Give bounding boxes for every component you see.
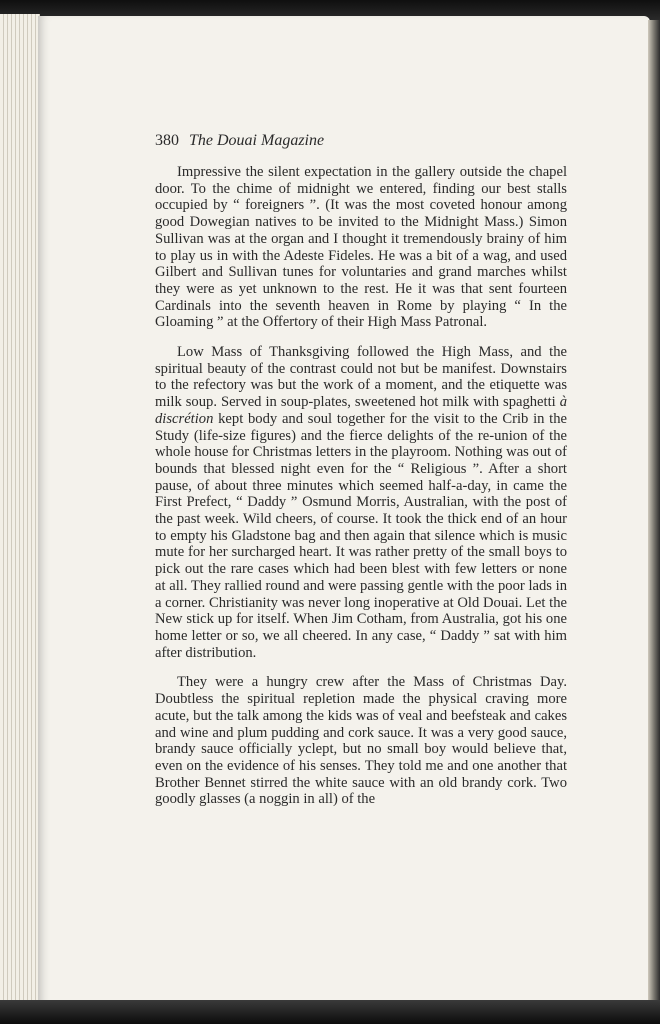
- running-title: The Douai Magazine: [189, 132, 325, 149]
- paragraph-2-part-2: kept body and soul together for the visit to the Crib in the Study (life-size figures) and the fierce delights of the re-union of the whole house for Christmas letters in the playroom. Nothing was out of bounds that blessed night even for the “ Religious ”. After a short pause, of about three minutes which seemed half-a-day, in came the First Prefect, “ Daddy ” Osmund Morris, Australian, with the post of the past week. Wild cheers, of course. It took the thick end of an hour to empty his Gladstone bag and then again that silence which is music mute for her surcharged heart. It was rather pretty of the small boys to pick out the rare cases which had been blest with few letters or none at all. They rallied round and were passing gentle with the poor lads in a corner. Christianity was never long inoperative at Old Douai. Let the New stick up for itself. When Jim Cotham, from Australia, got his one home letter or so, we all cheered. In any case, “ Daddy ” sat with him after distribution.: [155, 410, 567, 661]
- bottom-shadow: [0, 1000, 660, 1024]
- paragraph-3: They were a hungry crew after the Mass of Christmas Day. Doubtless the spiritual repletion made the physical craving more acute, but the talk among the kids was of veal and beefsteak and cakes and wine and plum pudding and cork sauce. It was a very good sauce, brandy sauce officially yclept, but no small boy would believe that, even on the evidence of his senses. They told me and one another that Brother Bennet stirred the white sauce with an old brandy cork. Two goodly glasses (a noggin in all) of the: [155, 674, 567, 808]
- paragraph-1: Impressive the silent expectation in the gallery outside the chapel door. To the chime of midnight we entered, finding our best stalls occupied by “ foreigners ”. (It was the most coveted honour among good Dowegian natives to be invited to the Midnight Mass.) Simon Sullivan was at the organ and I thought it tremendously brainy of him to play us in with the Adeste Fideles. He was a bit of a wag, and used Gilbert and Sullivan tunes for voluntaries and grand marches whilst they were as yet unknown to the rest. He it was that sent fourteen Cardinals into the seventh heaven in Rome by playing “ In the Gloaming ” at the Offertory of their High Mass Patronal.: [155, 164, 567, 331]
- page-edge-right: [648, 20, 660, 1010]
- running-header: [155, 132, 324, 150]
- body-text: [155, 164, 567, 808]
- paragraph-2-italic: à discrétion: [155, 394, 567, 427]
- paragraph-2-part-1: Low Mass of Thanksgiving followed the High Mass, and the spiritual beauty of the contrast could not but be manifest. Downstairs to the refectory was but the work of a moment, and the etiquette was milk soup. Served in soup-plates, sweetened hot milk with spaghetti: [155, 344, 567, 411]
- paragraph-2: [155, 344, 567, 661]
- page-edges-left: [0, 14, 40, 1006]
- page-number: 380: [155, 132, 179, 149]
